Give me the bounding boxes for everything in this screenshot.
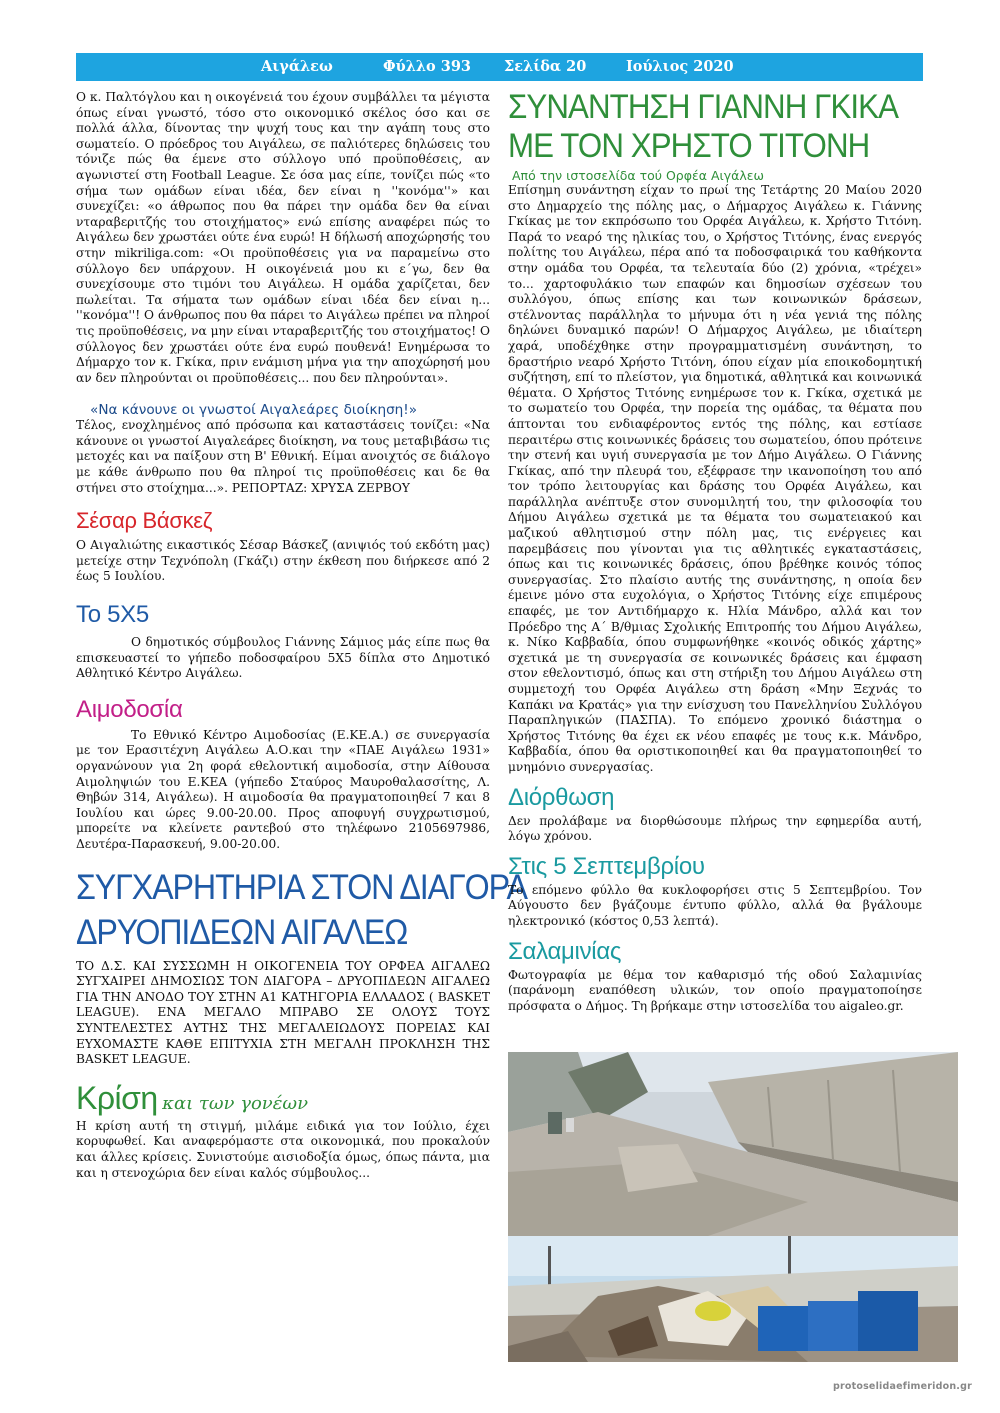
header-page: Σελίδα 20 (504, 58, 587, 75)
vaskez-title: Σέσαρ Βάσκεζ (76, 508, 213, 534)
diagoras-body: ΤΟ Δ.Σ. ΚΑΙ ΣΥΣΣΩΜΗ Η ΟΙΚΟΓΕΝΕΙΑ ΤΟΥ ΟΡΦΕΑ ΑΙΓΑΛΕΩ ΣΥΓΧΑΙΡΕΙ ΔΗΜΟΣΙΩΣ ΤΟΝ ΔΙΑΓΟΡΑ – ΔΡΥΟΠΙΔΕΩΝ ΑΙΓΑΛΕΩ ΓΙΑ ΤΗΝ ΑΝΟΔΟ ΤΟΥ ΣΤΗΝ Α1 ΚΑΤΗΓΟΡΙΑ ΕΛΛΑΔΟΣ ( BASKET LEAGUE). ΕΝΑ ΜΕΓΑΛΟ ΜΠΡΑΒΟ ΣΕ ΟΛΟΥΣ ΤΟΥΣ ΣΥΝΤΕΛΕΣΤΕΣ ΑΥΤΗΣ ΤΗΣ ΜΕΓΑΛΕΙΩΔΟΥΣ ΠΟΡΕΙΑΣ ΚΑΙ ΕΥΧΟΜΑΣΤΕ ΚΑΘΕ ΕΠΙΤΥΧΙΑ ΣΤΗ ΜΕΓΑΛΗ ΠΡΟΚΛΗΣΗ ΤΗΣ BASKET LEAGUE. (76, 958, 490, 1067)
right-column (508, 90, 922, 1014)
header-date: Ιούλιος 2020 (626, 58, 734, 75)
meeting-source: Από την ιστοσελίδα τού Ορφέα Αιγάλεω (512, 168, 765, 183)
blood-donation-title: Αιμοδοσία (76, 695, 183, 723)
diagoras-title-line-1: ΣΥΓΧΑΡΗΤΗΡΙΑ ΣΤΟΝ ΔΙΑΓΟΡΑ (76, 867, 527, 907)
rubbish-photo-image (508, 1236, 958, 1362)
header-issue: Φύλλο 393 (383, 58, 472, 75)
vaskez-body: Ο Αιγαλιώτης εικαστικός Σέσαρ Βάσκεζ (ανιψιός τού εκδότη μας) μετείχε στην Τεχνόπολη (Γκάζι) στην έκθεση που διήρκεσε από 2 έως 5 Ιουλίου. (76, 538, 490, 584)
header-place: Αιγάλεω (261, 58, 333, 75)
crisis-title-sub: και των γονέων (162, 1092, 309, 1114)
quote-body: Τέλος, ενοχλημένος από πρόσωπα και καταστάσεις τονίζει: «Να κάνουνε οι γνωστοί Αιγαλεάρες διοίκηση, να τους μεταβιβάσω τις μετοχές και να παίξουν στη Β' Εθνική. Είμαι ανοιχτός σε διάλογο με κάθε άνθρωπο που θα πληροί τις προϋποθέσεις και δε θα στήνει στο στοίχημα...». ΡΕΠΟΡΤΑΖ: ΧΡΥΣΑ ΖΕΡΒΟΥ (76, 418, 490, 495)
rubbish-photo (508, 1236, 958, 1362)
quote-headline: «Να κάνουνε οι γνωστοί Αιγαλεάρες διοίκηση!» (90, 402, 418, 419)
salaminias-title: Σαλαμινίας (508, 937, 622, 965)
salaminias-body: Φωτογραφία με θέμα τον καθαρισμό τής οδού Σαλαμινίας (παράνομη εναπόθεση υλικών, τον οποίο πραγματοποίησε πρόσφατα ο Δήμος. Τη βρήκαμε στην ιστοσελίδα του aigaleo.gr. (508, 967, 922, 1013)
street-photo-cleaned-image (508, 1052, 958, 1236)
page-header (76, 53, 923, 81)
street-photo-cleaned (508, 1052, 958, 1236)
watermark: protoselidaefimeridon.gr (833, 1381, 973, 1392)
diagoras-title-line-2: ΔΡΥΟΠΙΔΕΩΝ ΑΙΓΑΛΕΩ (76, 912, 408, 952)
crisis-title (76, 1080, 490, 1117)
blood-donation-body: Το Εθνικό Κέντρο Αιμοδοσίας (Ε.ΚΕ.Α.) σε συνεργασία με τον Ερασιτέχνη Αιγάλεω Α.Ο.και την «ΠΑΕ Αιγάλεω 1931» οργανώνουν για 2η φορά εθελοντική αιμοδοσία, στην Αίθουσα Αιμοληψιών του Ε.ΚΕΑ (γήπεδο Σταύρος Μαυροθαλασσίτης, Λ. Θηβών 314, Αιγάλεω). Η αιμοδοσία θα πραγματοποιηθεί 7 και 8 Ιουλίου και ώρες 9.00-20.00. Προς αποφυγή συγχρωτισμού, μπορείτε να κλείνετε ραντεβού στο τηλέφωνο 2105697986, Δευτέρα-Παρασκευή, 9.00-20.00. (76, 727, 490, 851)
meeting-body: Επίσημη συνάντηση είχαν το πρωί της Τετάρτης 20 Μαίου 2020 στο Δημαρχείο της πόλης μας, ο Δήμαρχος Αιγάλεω κ. Γιάννης Γκίκας με τον εκπρόσωπο του Ορφέα Αιγάλεω, κ. Χρήστο Τιτόνη. Παρά το νεαρό της ηλικίας του, ο Χρήστος Τιτόνης, ένας ενεργός πολίτης του Αιγάλεω, πέρα από τα ποδοσφαιρικά του καθήκοντα στην ομάδα του Ορφέα, τα τελευταία δύο (2) χρόνια, «τρέχει» το... χαρτοφυλάκιο των επαφών και δημοσίων σχέσεων του συλλόγου, όπως επίσης και των κοινωνικών δράσεων, στέλνοντας παράλληλα το μήνυμα ότι η νέα γενιά της πόλης δηλώνει δυναμικό παρών! Ο Δήμαρχος Αιγάλεω, με ιδιαίτερη χαρά, υποδέχθηκε στην προγραμματισμένη συνάντηση, το δραστήριο νεαρό Χρήστο Τιτόνη, όπου είχαν μία εποικοδομητική συζήτηση, επί το πλείστον, για δημοτικά, αθλητικά και κοινωνικά θέματα. Ο Χρήστος Τιτόνης ενημέρωσε τον κ. Γκίκα, σχετικά με το σωματείο του Ορφέα, την πορεία της ομάδας, τα θέματα που άπτονται του ενδιαφέροντος εντός της πόλης, και εστίασε περαιτέρω στις κοινωνικές δράσεις του σωματείου, όπου πρότεινε την στενή και υγιή συνεργασία με τον Δήμο Αιγάλεω. Ο Γιάννης Γκίκας, από την πλευρά του, εξέφρασε την ικανοποίηση του από τον τρόπο λειτουργίας και δράσης του Ορφέα Αιγάλεω, και παράλληλα ανέπτυξε στον συνομιλητή του, την φιλοσοφία του Δήμου Αιγάλεω σχετικά με τα θέματα του σωματειακού και μαζικού αθλητισμού στην πόλη μας, τις ενέργειες και παρεμβάσεις που γίνονται για τις αθλητικές εγκαταστάσεις, όπως και τις κοινωνικές δράσεις, όπου βρέθηκε κοινός τόπος συνεργασίας. Στο πλαίσιο αυτής της συνάντησης, η οποία δεν έμεινε μόνο στα ευχολόγια, ο Χρήστος Τιτόνης είχε επιμέρους επαφές, με τον Αντιδήμαρχο κ. Ηλία Μάνδρο, αλλά και τον Πρόεδρο της Α΄ Β/θμιας Σχολικής Επιτροπής του Δήμου Αιγάλεω, κ. Νίκο Καββαδία, όπου συμφωνήθηκε «κοινός οδικός χάρτης» σχετικά με τη συνεργασία σε κοινωνικές δράσεις και έμφαση στον εθελοντισμό, όπως και στη στήριξη του Δήμου Αιγάλεω στη συμμετοχή του Ορφέα Αιγάλεω στη δράση «Μην Ξεχνάς το Καπάκι να Κρατάς» για την ενίσχυση του Πανελληνίου Συλλόγου Παραπληγικών (ΠΑΣΠΑ). Το επόμενο χρονικό διάστημα ο Χρήστος Τιτόνης θα έχει εκ νέου επαφές με τους κ.κ. Μάνδρο, Καββαδία, όπου θα οριστικοποιηθεί και θα πραγματοποιηθεί το μνημόνιο συνεργασίας. (508, 183, 922, 774)
correction-title: Διόρθωση (508, 783, 615, 811)
crisis-body: Η κρίση αυτή τη στιγμή, μιλάμε ειδικά για τον Ιούλιο, έχει κορυφωθεί. Και αναφερόμαστε στα οικονομικά, που προκαλούν και άλλες κρίσεις. Συνιστούμε αισιοδοξία όμως, όπως πάντα, μια και η στενοχώρια δεν είναι καλός σύμβουλος... (76, 1118, 490, 1180)
crisis-title-main: Κρίση (76, 1079, 158, 1116)
correction-body: Δεν προλάβαμε να διορθώσουμε πλήρως την εφημερίδα αυτή, λόγω χρόνου. (508, 813, 922, 844)
meeting-title-line-2: ΜΕ ΤΟΝ ΧΡΗΣΤΟ ΤΙΤΟΝΗ (508, 127, 870, 165)
fivex-body: Ο δημοτικός σύμβουλος Γιάννης Σάμιος μάς είπε πως θα επισκευαστεί το γήπεδο ποδοσφαίρου 5Χ5 δίπλα στο Δημοτικό Αθλητικό Κέντρο Αιγάλεω. (76, 635, 490, 681)
left-column (76, 90, 527, 1181)
september-title: Στις 5 Σεπτεμβρίου (508, 852, 705, 880)
paltoglou-article-body: Ο κ. Παλτόγλου και η οικογένειά του έχουν συμβάλλει τα μέγιστα όπως είναι γνωστό, τόσο στο οικονομικό σκέλος όσο και σε πολλά άλλα, δίνοντας την ψυχή τους και την αγάπη τους στο σωματείο. Ο πρόεδρος του Αιγάλεω, σε παλιότερες δηλώσεις του τόνιζε πώς θα έμενε στο σύλλογο υπό προϋποθέσεις, αν αγωνιστεί στη Football League. Σε όσα μας είπε, τονίζει πώς «το σήμα των ομάδων είναι ιδέα, δεν είναι η ''κονόμα''» και συνεχίζει: «ο άθρωπος που θα πάρει την ομάδα δεν θα είναι νταραβεριτζής του στοιχήματος» ενώ επίσης αναφέρει πώς το Αιγάλεω δεν χρωστάει ούτε ένα ευρώ! Η δήλωσή αποχώρησής του στην mikriliga.com: «Οι προϋποθέσεις για να παραμείνω στο σύλλογο δεν υπάρχουν. Η οικογένειά μου κι ε΄γω, δεν θα συνεχίσουμε στο τιμόνι του Αιγάλεω. Η ομάδα χαρίζεται, δεν πωλείται. Τα σήματα των ομάδων είναι ιδέα δεν είναι η... ''κονόμα''! Ο άνθρωπος που θα πάρει το Αιγάλεω πρέπει να πληροί τις προϋποθέσεις, να μην είναι νταραβεριτζής του στοιχήματος! Ο σύλλογος δεν χρωστάει ούτε ένα ευρώ πουθενά! Ενημέρωσα το Δήμαρχο τον κ. Γκίκα, πριν ενάμιση μήνα για την αποχώρησή μου αν δεν πληρούνται οι προϋποθέσεις... που δεν πληρούνται». (76, 90, 491, 385)
fivex-title: Το 5Χ5 (76, 601, 149, 629)
meeting-title-line-1: ΣΥΝΑΝΤΗΣΗ ΓΙΑΝΝΗ ΓΚΙΚΑ (508, 88, 899, 126)
september-body: Το επόμενο φύλλο θα κυκλοφορήσει στις 5 Σεπτεμβρίου. Τον Αύγουστο δεν βγάζουμε έντυπο φύλλο, αλλά θα βγάλουμε ηλεκτρονικό (κόστος 0,53 λεπτά). (508, 882, 922, 928)
